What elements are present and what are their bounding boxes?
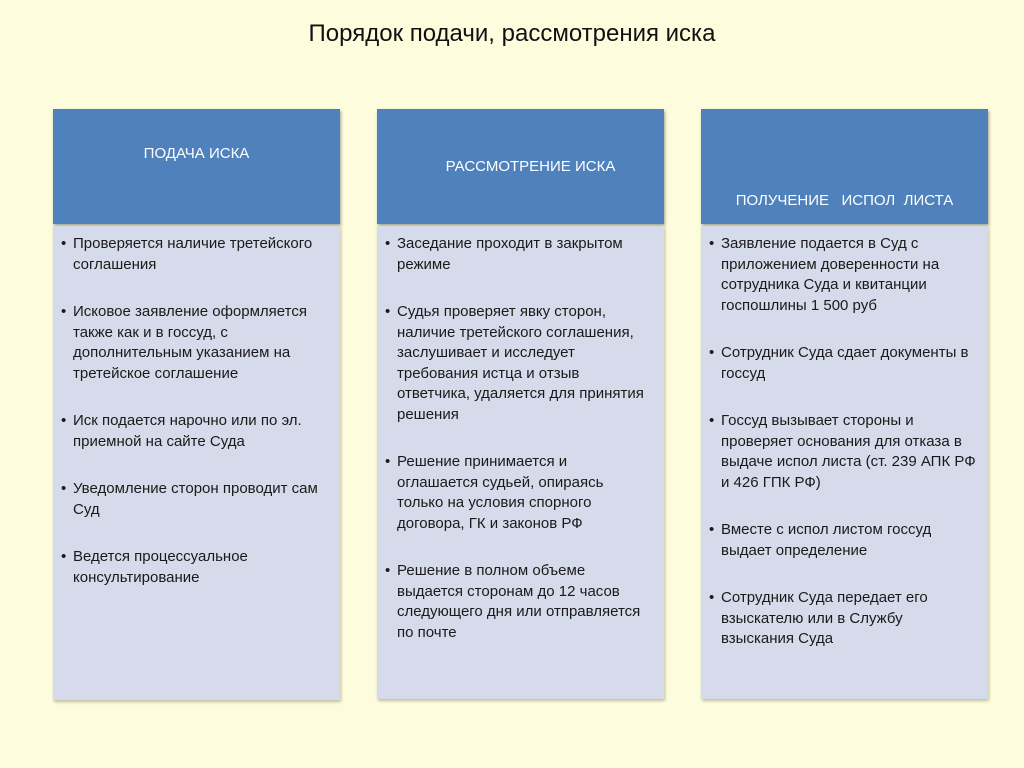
list-item: • Уведомление сторон проводит сам Суд [61, 479, 328, 520]
list-item: • Заявление подается в Суд с приложением доверенности на сотрудника Суда и квитанции госпошлины 1 500 руб [709, 234, 976, 316]
column-header-review [377, 109, 664, 224]
list-item: • Проверяется наличие третейского соглашения [61, 234, 328, 275]
column-writ [701, 109, 988, 699]
list-item: • Сотрудник Суда передает его взыскателю или в Службу взыскания Суда [709, 588, 976, 650]
list-item: • Госсуд вызывает стороны и проверяет основания для отказа в выдаче испол листа (ст. 239 АПК РФ и 426 ГПК РФ) [709, 411, 976, 493]
list-item: • Решение в полном объеме выдается сторонам до 12 часов следующего дня или отправляется по почте [385, 561, 652, 643]
bullet-list [61, 234, 328, 588]
page-title: Порядок подачи, рассмотрения иска [308, 20, 716, 47]
list-item: • Ведется процессуальное консультирование [61, 547, 328, 588]
column-filing [53, 109, 340, 700]
bullet-list [709, 234, 976, 650]
column-header-label: ПОДАЧА ИСКА [143, 145, 250, 162]
column-header-label: ПОЛУЧЕНИЕ ИСПОЛ ЛИСТА [735, 192, 954, 209]
column-header-filing [53, 109, 340, 224]
list-item: • Сотрудник Суда сдает документы в госсуд [709, 343, 976, 384]
column-header-label: РАССМОТРЕНИЕ ИСКА [445, 158, 616, 175]
column-header-writ [701, 109, 988, 224]
column-body-filing [53, 226, 340, 700]
list-item: • Вместе с испол листом госсуд выдает определение [709, 520, 976, 561]
list-item: • Решение принимается и оглашается судьей, опираясь только на условия спорного договора, ГК и законов РФ [385, 452, 652, 534]
list-item: • Иск подается нарочно или по эл. приемной на сайте Суда [61, 411, 328, 452]
list-item: • Исковое заявление оформляется также как и в госсуд, с дополнительным указанием на третейское соглашение [61, 302, 328, 384]
list-item: • Судья проверяет явку сторон, наличие третейского соглашения, заслушивает и исследует требования истца и отзыв ответчика, удаляется для принятия решения [385, 302, 652, 425]
column-review [377, 109, 664, 699]
bullet-list [385, 234, 652, 643]
column-body-writ [701, 226, 988, 699]
column-body-review [377, 226, 664, 699]
list-item: • Заседание проходит в закрытом режиме [385, 234, 652, 275]
